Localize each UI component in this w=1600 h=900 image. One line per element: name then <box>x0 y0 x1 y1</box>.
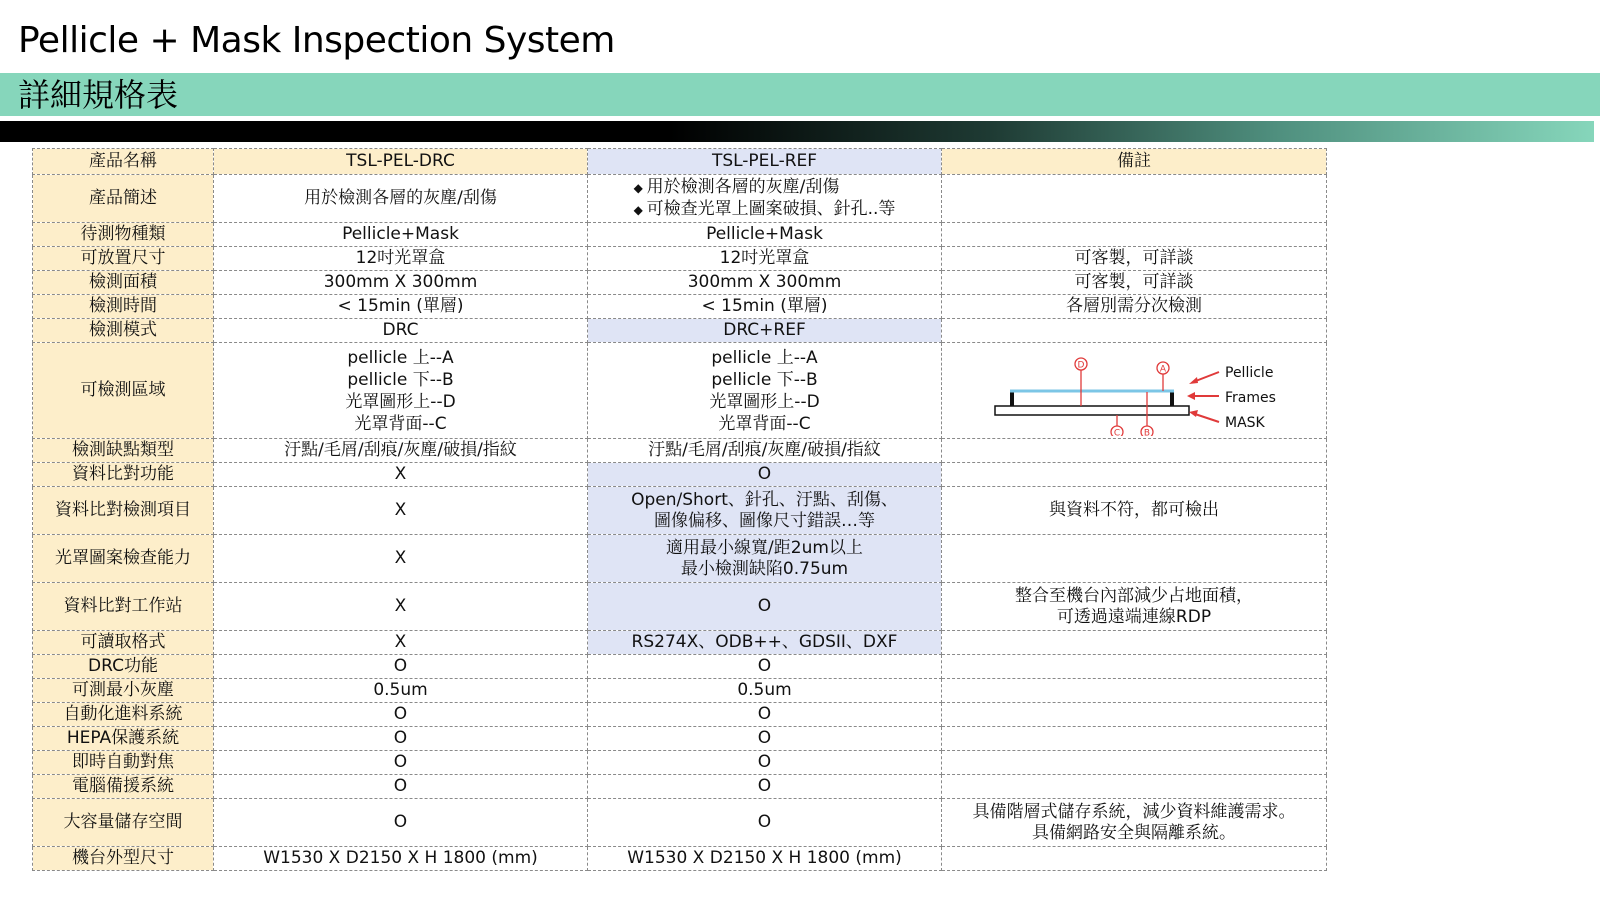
ref-cell: < 15min (單層) <box>588 295 942 319</box>
drc-cell: O <box>214 775 588 799</box>
ref-line: 圖像偏移、圖像尺寸錯誤…等 <box>654 510 875 531</box>
table-row <box>33 439 1327 463</box>
note-cell <box>942 535 1327 583</box>
note-cell: 與資料不符，都可檢出 <box>942 487 1327 535</box>
ref-cell: O <box>588 799 942 847</box>
ref-cell <box>588 487 942 535</box>
row-label: 機台外型尺寸 <box>33 847 214 871</box>
table-header-row <box>33 149 1327 175</box>
table-row <box>33 703 1327 727</box>
note-cell <box>942 727 1327 751</box>
arrowhead-mask <box>1189 410 1198 417</box>
area-line: pellicle 上--A <box>347 347 454 368</box>
row-label: 資料比對工作站 <box>33 583 214 631</box>
table-row <box>33 583 1327 631</box>
frame-right <box>1170 392 1174 406</box>
drc-cell: O <box>214 727 588 751</box>
mask-plate <box>995 406 1189 415</box>
ref-cell: W1530 X D2150 X H 1800 (mm) <box>588 847 942 871</box>
ref-cell: 300mm X 300mm <box>588 271 942 295</box>
marker-b-label: B <box>1143 428 1151 436</box>
ref-cell: O <box>588 583 942 631</box>
row-label: 可讀取格式 <box>33 631 214 655</box>
area-line: pellicle 下--B <box>711 369 818 390</box>
note-cell <box>942 343 1327 439</box>
area-line: 光罩圖形上--D <box>345 391 456 412</box>
row-label: 待測物種類 <box>33 223 214 247</box>
row-label: 大容量儲存空間 <box>33 799 214 847</box>
marker-a-label: A <box>1159 364 1167 374</box>
row-label: 即時自動對焦 <box>33 751 214 775</box>
note-cell <box>942 583 1327 631</box>
row-label: 可放置尺寸 <box>33 247 214 271</box>
ref-cell: O <box>588 463 942 487</box>
table-row <box>33 223 1327 247</box>
ref-cell: O <box>588 655 942 679</box>
subtitle-band <box>0 73 1600 116</box>
table-row <box>33 247 1327 271</box>
ref-cell <box>588 343 942 439</box>
note-cell: 各層別需分次檢測 <box>942 295 1327 319</box>
row-label: 檢測時間 <box>33 295 214 319</box>
drc-cell: 12吋光罩盒 <box>214 247 588 271</box>
row-label: 產品簡述 <box>33 175 214 223</box>
note-cell <box>942 631 1327 655</box>
bullet-item: ◆ 可檢查光罩上圖案破損、針孔..等 <box>634 199 896 221</box>
ref-line: 最小檢測缺陷0.75um <box>680 558 849 579</box>
header-drc: TSL-PEL-DRC <box>214 149 588 175</box>
note-cell <box>942 751 1327 775</box>
table-row <box>33 487 1327 535</box>
page-subtitle: 詳細規格表 <box>18 76 179 114</box>
drc-cell: O <box>214 655 588 679</box>
arrow-mask <box>1195 414 1219 422</box>
ref-cell: 12吋光罩盒 <box>588 247 942 271</box>
table-row <box>33 535 1327 583</box>
table-row <box>33 631 1327 655</box>
drc-cell: X <box>214 535 588 583</box>
drc-cell: X <box>214 463 588 487</box>
note-cell <box>942 847 1327 871</box>
note-cell <box>942 799 1327 847</box>
ref-cell: RS274X、ODB++、GDSII、DXF <box>588 631 942 655</box>
ref-cell: O <box>588 727 942 751</box>
drc-cell: X <box>214 631 588 655</box>
drc-cell: O <box>214 703 588 727</box>
drc-cell <box>214 343 588 439</box>
note-line: 具備階層式儲存系統，減少資料維護需求。 <box>972 801 1296 822</box>
row-label: 檢測模式 <box>33 319 214 343</box>
marker-c-label: C <box>1113 428 1121 436</box>
marker-d-label: D <box>1077 360 1085 370</box>
note-cell: 可客製，可詳談 <box>942 247 1327 271</box>
drc-cell: 300mm X 300mm <box>214 271 588 295</box>
header-notes: 備註 <box>942 149 1327 175</box>
drc-cell: 0.5um <box>214 679 588 703</box>
drc-cell: 汙點/毛屑/刮痕/灰塵/破損/指紋 <box>214 439 588 463</box>
drc-cell: O <box>214 751 588 775</box>
drc-cell: X <box>214 583 588 631</box>
row-label: 自動化進料系統 <box>33 703 214 727</box>
ref-cell: O <box>588 751 942 775</box>
area-line: pellicle 下--B <box>347 369 454 390</box>
row-label: 可檢測區域 <box>33 343 214 439</box>
bullet-item: ◆ 用於檢測各層的灰塵/刮傷 <box>634 177 896 199</box>
ref-cell: DRC+REF <box>588 319 942 343</box>
arrowhead-frames <box>1187 392 1195 400</box>
row-label: 電腦備援系統 <box>33 775 214 799</box>
drc-cell: < 15min (單層) <box>214 295 588 319</box>
ref-cell: 0.5um <box>588 679 942 703</box>
note-cell: 可客製，可詳談 <box>942 271 1327 295</box>
table-row <box>33 175 1327 223</box>
table-row <box>33 799 1327 847</box>
drc-cell: DRC <box>214 319 588 343</box>
drc-cell: Pellicle+Mask <box>214 223 588 247</box>
table-row <box>33 463 1327 487</box>
row-label: HEPA保護系統 <box>33 727 214 751</box>
ref-line: 適用最小線寬/距2um以上 <box>666 537 863 558</box>
note-cell <box>942 703 1327 727</box>
table-row <box>33 679 1327 703</box>
table-row <box>33 319 1327 343</box>
label-frames: Frames <box>1225 389 1276 406</box>
arrowhead-pellicle <box>1189 377 1198 384</box>
area-line: 光罩背面--C <box>354 413 447 434</box>
note-line: 可透過遠端連線RDP <box>1056 606 1212 627</box>
area-line: pellicle 上--A <box>711 347 818 368</box>
area-line: 光罩背面--C <box>718 413 811 434</box>
pellicle-diagram <box>979 346 1289 436</box>
note-cell <box>942 775 1327 799</box>
spec-table <box>32 148 1327 871</box>
page-title: Pellicle + Mask Inspection System <box>18 20 615 61</box>
note-cell <box>942 463 1327 487</box>
note-cell <box>942 679 1327 703</box>
ref-cell: Pellicle+Mask <box>588 223 942 247</box>
table-row <box>33 847 1327 871</box>
ref-cell: 汙點/毛屑/刮痕/灰塵/破損/指紋 <box>588 439 942 463</box>
ref-cell <box>588 175 942 223</box>
note-line: 整合至機台內部減少占地面積， <box>1015 585 1253 606</box>
table-row <box>33 655 1327 679</box>
ref-cell <box>588 535 942 583</box>
ref-cell: O <box>588 775 942 799</box>
row-label: DRC功能 <box>33 655 214 679</box>
ref-line: Open/Short、針孔、汙點、刮傷、 <box>631 489 898 510</box>
drc-cell: W1530 X D2150 X H 1800 (mm) <box>214 847 588 871</box>
row-label: 資料比對功能 <box>33 463 214 487</box>
note-cell <box>942 223 1327 247</box>
note-cell <box>942 439 1327 463</box>
row-label: 檢測面積 <box>33 271 214 295</box>
header-ref: TSL-PEL-REF <box>588 149 942 175</box>
table-row <box>33 295 1327 319</box>
label-pellicle: Pellicle <box>1225 364 1274 381</box>
drc-cell: 用於檢測各層的灰塵/刮傷 <box>214 175 588 223</box>
table-row <box>33 751 1327 775</box>
note-cell <box>942 655 1327 679</box>
row-label: 資料比對檢測項目 <box>33 487 214 535</box>
area-line: 光罩圖形上--D <box>709 391 820 412</box>
row-label: 檢測缺點類型 <box>33 439 214 463</box>
note-cell <box>942 175 1327 223</box>
drc-cell: O <box>214 799 588 847</box>
table-row <box>33 271 1327 295</box>
table-row <box>33 775 1327 799</box>
table-row <box>33 727 1327 751</box>
row-label: 可測最小灰塵 <box>33 679 214 703</box>
label-mask: MASK <box>1225 414 1265 431</box>
header-product-name: 產品名稱 <box>33 149 214 175</box>
gradient-divider <box>0 121 1594 142</box>
drc-cell: X <box>214 487 588 535</box>
note-line: 具備網路安全與隔離系統。 <box>1032 822 1236 843</box>
frame-left <box>1010 392 1014 406</box>
ref-cell: O <box>588 703 942 727</box>
note-cell <box>942 319 1327 343</box>
table-row <box>33 343 1327 439</box>
row-label: 光罩圖案檢查能力 <box>33 535 214 583</box>
